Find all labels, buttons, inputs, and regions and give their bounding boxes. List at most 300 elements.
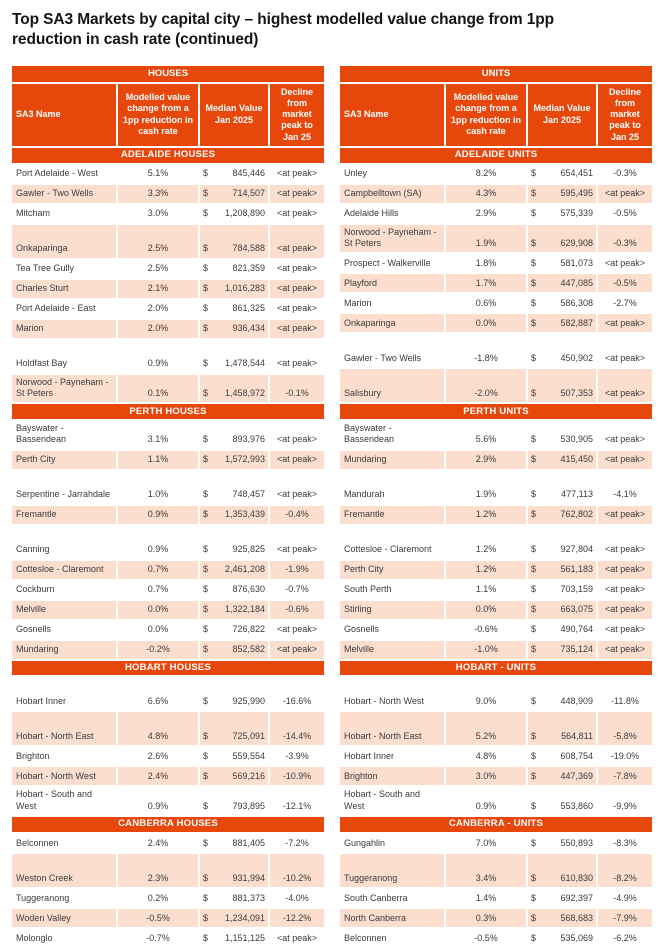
value-change-cell: 1.1% — [117, 450, 199, 470]
currency-symbol: $ — [203, 837, 209, 848]
value-change-cell: 2.5% — [117, 259, 199, 279]
table-row — [11, 711, 325, 746]
currency-symbol: $ — [531, 644, 537, 655]
decline-cell: <at peak> — [597, 560, 653, 580]
median-value-wrap — [531, 238, 593, 249]
sa3-name-cell: Melville — [339, 640, 445, 660]
sa3-name-cell: South Perth — [339, 580, 445, 600]
median-value: 477,113 — [561, 489, 593, 500]
table-row — [11, 908, 325, 928]
currency-symbol: $ — [203, 509, 209, 520]
section-header: CANBERRA - UNITS — [339, 816, 653, 833]
currency-symbol: $ — [531, 237, 537, 248]
median-value: 447,369 — [560, 771, 593, 782]
decline-cell: <at peak> — [269, 259, 325, 279]
decline-cell: -3.9% — [269, 746, 325, 766]
median-value-cell — [199, 620, 269, 640]
currency-symbol: $ — [203, 303, 209, 314]
decline-cell: -7.8% — [597, 766, 653, 786]
median-value-cell — [199, 339, 269, 374]
median-value-wrap — [203, 838, 265, 849]
median-value-wrap — [203, 454, 265, 465]
median-value-wrap — [531, 696, 593, 707]
col-header-median-value: Median Value Jan 2025 — [527, 83, 597, 147]
currency-symbol: $ — [531, 352, 537, 363]
median-value-wrap — [203, 358, 265, 369]
currency-symbol: $ — [203, 644, 209, 655]
currency-symbol: $ — [531, 564, 537, 575]
value-change-cell: 0.0% — [117, 620, 199, 640]
median-value-wrap — [203, 644, 265, 655]
currency-symbol: $ — [531, 434, 537, 445]
median-value-wrap — [531, 751, 593, 762]
table-row — [11, 259, 325, 279]
table-row — [11, 853, 325, 888]
currency-symbol: $ — [203, 454, 209, 465]
table-row — [11, 786, 325, 816]
sa3-name-cell: Mitcham — [11, 204, 117, 224]
median-value-wrap — [531, 434, 593, 445]
section-header-row — [339, 816, 653, 833]
currency-symbol: $ — [203, 892, 209, 903]
currency-symbol: $ — [531, 297, 537, 308]
table-row — [339, 833, 653, 853]
median-value-wrap — [203, 933, 265, 944]
value-change-cell: 9.0% — [445, 676, 527, 711]
median-value-cell — [527, 786, 597, 816]
section-header-row — [339, 660, 653, 677]
median-value-cell — [527, 833, 597, 853]
sa3-name-cell: Hobart - South and West — [339, 786, 445, 816]
median-value-wrap — [203, 208, 265, 219]
value-change-cell: -0.7% — [117, 928, 199, 948]
median-value-cell — [527, 273, 597, 293]
table-row — [11, 746, 325, 766]
table-row — [11, 184, 325, 204]
decline-cell: -0.5% — [597, 273, 653, 293]
median-value: 1,458,972 — [224, 387, 265, 398]
median-value-wrap — [203, 283, 265, 294]
median-value-wrap — [531, 801, 593, 812]
decline-cell: <at peak> — [597, 450, 653, 470]
median-value: 447,085 — [560, 277, 593, 288]
median-value-wrap — [203, 188, 265, 199]
table-row — [11, 640, 325, 660]
value-change-cell: 2.0% — [117, 319, 199, 339]
currency-symbol: $ — [203, 912, 209, 923]
median-value-wrap — [203, 771, 265, 782]
median-value: 535,069 — [560, 932, 593, 943]
median-value-cell — [527, 470, 597, 505]
median-value-cell — [199, 224, 269, 259]
table-row — [339, 908, 653, 928]
sa3-name-cell: Tuggeranong — [11, 888, 117, 908]
currency-symbol: $ — [203, 800, 209, 811]
currency-symbol: $ — [203, 283, 209, 294]
median-value: 762,802 — [560, 509, 593, 520]
median-value-wrap — [531, 509, 593, 520]
value-change-cell: 4.3% — [445, 184, 527, 204]
sa3-name-cell: Adelaide Hills — [339, 204, 445, 224]
median-value: 568,683 — [560, 912, 593, 923]
table-row — [339, 450, 653, 470]
table-row — [11, 580, 325, 600]
median-value-cell — [527, 711, 597, 746]
value-change-cell: 4.8% — [445, 746, 527, 766]
sa3-name-cell: South Canberra — [339, 888, 445, 908]
table-row — [339, 711, 653, 746]
median-value-wrap — [203, 873, 265, 884]
col-header-value-change: Modelled value change from a 1pp reduction in cash rate — [117, 83, 199, 147]
median-value-wrap — [531, 258, 593, 269]
median-value: 784,588 — [232, 243, 265, 254]
sa3-name-cell: Weston Creek — [11, 853, 117, 888]
sa3-name-cell: Perth City — [11, 450, 117, 470]
currency-symbol: $ — [531, 912, 537, 923]
currency-symbol: $ — [531, 489, 537, 500]
decline-cell: -4.1% — [597, 470, 653, 505]
median-value-wrap — [531, 298, 593, 309]
median-value-wrap — [203, 604, 265, 615]
value-change-cell: 0.0% — [445, 600, 527, 620]
currency-symbol: $ — [531, 208, 537, 219]
table-row — [11, 620, 325, 640]
median-value: 448,909 — [560, 696, 593, 707]
currency-symbol: $ — [531, 454, 537, 465]
median-value-cell — [527, 505, 597, 525]
value-change-cell: 2.0% — [117, 299, 199, 319]
currency-symbol: $ — [203, 932, 209, 943]
median-value-cell — [199, 600, 269, 620]
currency-symbol: $ — [531, 257, 537, 268]
decline-cell: <at peak> — [269, 928, 325, 948]
table-section — [339, 147, 653, 403]
currency-symbol: $ — [203, 243, 209, 254]
median-value-wrap — [531, 318, 593, 329]
sa3-name-cell: Marion — [11, 319, 117, 339]
median-value: 2,461,208 — [224, 564, 265, 575]
median-value: 629,908 — [560, 237, 593, 248]
median-value-wrap — [531, 873, 593, 884]
table-row — [339, 766, 653, 786]
decline-cell: <at peak> — [269, 450, 325, 470]
median-value: 1,353,439 — [224, 509, 265, 520]
median-value-wrap — [203, 509, 265, 520]
table-row — [11, 319, 325, 339]
median-value-cell — [199, 711, 269, 746]
median-value-wrap — [203, 731, 265, 742]
section-header-row — [339, 403, 653, 420]
section-header: ADELAIDE UNITS — [339, 147, 653, 164]
median-value-cell — [199, 833, 269, 853]
median-value-cell — [199, 420, 269, 450]
median-value: 610,830 — [560, 872, 593, 883]
currency-symbol: $ — [531, 317, 537, 328]
decline-cell: <at peak> — [597, 525, 653, 560]
sa3-name-cell: Hobart - South and West — [11, 786, 117, 816]
median-value-cell — [199, 164, 269, 184]
median-value: 931,994 — [232, 872, 265, 883]
table-row — [339, 293, 653, 313]
median-value: 595,495 — [560, 188, 593, 199]
table-row — [11, 279, 325, 299]
sa3-name-cell: Gungahlin — [339, 833, 445, 853]
currency-symbol: $ — [203, 771, 209, 782]
median-value-cell — [527, 676, 597, 711]
table-row — [339, 204, 653, 224]
sa3-name-cell: Hobart Inner — [11, 676, 117, 711]
median-value-cell — [527, 766, 597, 786]
col-header-sa3-name: SA3 Name — [339, 83, 445, 147]
median-value: 703,159 — [560, 584, 593, 595]
median-value: 726,822 — [232, 624, 265, 635]
median-value-wrap — [531, 489, 593, 500]
decline-cell: -4.0% — [269, 888, 325, 908]
median-value-cell — [527, 333, 597, 368]
median-value-wrap — [203, 624, 265, 635]
value-change-cell: 2.1% — [117, 279, 199, 299]
currency-symbol: $ — [203, 731, 209, 742]
decline-cell: <at peak> — [269, 299, 325, 319]
table-row — [339, 184, 653, 204]
median-value-wrap — [531, 208, 593, 219]
median-value-cell — [527, 853, 597, 888]
median-value-wrap — [203, 243, 265, 254]
sa3-name-cell: Woden Valley — [11, 908, 117, 928]
median-value-cell — [527, 224, 597, 254]
section-header: HOBART HOUSES — [11, 660, 325, 677]
median-value: 575,339 — [560, 208, 593, 219]
median-value-cell — [199, 853, 269, 888]
median-value-cell — [527, 450, 597, 470]
sa3-name-cell: Hobart - North West — [339, 676, 445, 711]
median-value-wrap — [203, 544, 265, 555]
median-value-wrap — [531, 838, 593, 849]
currency-symbol: $ — [531, 387, 537, 398]
sa3-name-cell: Onkaparinga — [11, 224, 117, 259]
currency-symbol: $ — [531, 544, 537, 555]
median-value-cell — [199, 928, 269, 948]
median-value-cell — [199, 505, 269, 525]
decline-cell: <at peak> — [597, 313, 653, 333]
section-header-row — [339, 147, 653, 164]
sa3-name-cell: Cockburn — [11, 580, 117, 600]
currency-symbol: $ — [531, 837, 537, 848]
value-change-cell: -2.0% — [445, 368, 527, 403]
table-row — [11, 928, 325, 948]
table-row — [11, 833, 325, 853]
median-value-wrap — [531, 644, 593, 655]
median-value-cell — [527, 525, 597, 560]
median-value: 936,434 — [232, 323, 265, 334]
value-change-cell: 2.9% — [445, 450, 527, 470]
median-value-wrap — [203, 263, 265, 274]
currency-symbol: $ — [203, 434, 209, 445]
median-value-cell — [527, 620, 597, 640]
currency-symbol: $ — [203, 872, 209, 883]
median-value-cell — [527, 204, 597, 224]
currency-symbol: $ — [531, 696, 537, 707]
value-change-cell: 1.0% — [117, 470, 199, 505]
decline-cell: -0.5% — [597, 204, 653, 224]
median-value-wrap — [531, 893, 593, 904]
median-value: 1,572,993 — [224, 454, 265, 465]
decline-cell: <at peak> — [597, 368, 653, 403]
median-value-wrap — [203, 564, 265, 575]
section-header-row — [11, 816, 325, 833]
page-title: Top SA3 Markets by capital city – highest modelled value change from 1pp reduction in cash rate (continued) — [12, 11, 555, 48]
table-row — [339, 313, 653, 333]
sa3-name-cell: Fremantle — [339, 505, 445, 525]
sa3-name-cell: Melville — [11, 600, 117, 620]
value-change-cell: 5.1% — [117, 164, 199, 184]
sa3-name-cell: Fremantle — [11, 505, 117, 525]
table-row — [339, 640, 653, 660]
table-row — [339, 580, 653, 600]
decline-cell: -12.1% — [269, 786, 325, 816]
decline-cell: -7.2% — [269, 833, 325, 853]
sa3-name-cell: North Canberra — [339, 908, 445, 928]
value-change-cell: 2.4% — [117, 833, 199, 853]
table-row — [11, 600, 325, 620]
section-header: PERTH HOUSES — [11, 403, 325, 420]
median-value-cell — [527, 600, 597, 620]
decline-cell: <at peak> — [597, 253, 653, 273]
currency-symbol: $ — [203, 323, 209, 334]
sa3-name-cell: Marion — [339, 293, 445, 313]
units-table — [338, 64, 654, 949]
decline-cell: -12.2% — [269, 908, 325, 928]
decline-cell: <at peak> — [597, 184, 653, 204]
sa3-name-cell: Playford — [339, 273, 445, 293]
median-value-cell — [199, 525, 269, 560]
decline-cell: -0.6% — [269, 600, 325, 620]
median-value-wrap — [531, 388, 593, 399]
median-value: 725,091 — [232, 731, 265, 742]
value-change-cell: 1.7% — [445, 273, 527, 293]
table-row — [339, 253, 653, 273]
median-value-wrap — [203, 751, 265, 762]
median-value-wrap — [203, 893, 265, 904]
sa3-name-cell: Onkaparinga — [339, 313, 445, 333]
table-row — [339, 620, 653, 640]
sa3-name-cell: Port Adelaide - East — [11, 299, 117, 319]
median-value: 569,216 — [232, 771, 265, 782]
value-change-cell: 7.0% — [445, 833, 527, 853]
decline-cell: <at peak> — [269, 184, 325, 204]
median-value-cell — [527, 313, 597, 333]
table-row — [339, 560, 653, 580]
decline-cell: <at peak> — [269, 204, 325, 224]
decline-cell: -0.3% — [597, 224, 653, 254]
decline-cell: -14.4% — [269, 711, 325, 746]
median-value-cell — [199, 746, 269, 766]
median-value-cell — [527, 368, 597, 403]
table-row — [339, 505, 653, 525]
sa3-name-cell: Bayswater - Bassendean — [11, 420, 117, 450]
median-value: 415,450 — [560, 454, 593, 465]
decline-cell: -2.7% — [597, 293, 653, 313]
median-value-wrap — [531, 168, 593, 179]
decline-cell: <at peak> — [269, 470, 325, 505]
value-change-cell: 0.0% — [445, 313, 527, 333]
sa3-name-cell: Mundaring — [11, 640, 117, 660]
table-row — [11, 470, 325, 505]
table-row — [11, 525, 325, 560]
decline-cell: <at peak> — [269, 279, 325, 299]
decline-cell: -0.4% — [269, 505, 325, 525]
median-value: 654,451 — [560, 168, 593, 179]
median-value-cell — [527, 580, 597, 600]
median-value-wrap — [531, 624, 593, 635]
sa3-name-cell: Bayswater - Bassendean — [339, 420, 445, 450]
sa3-name-cell: Unley — [339, 164, 445, 184]
median-value-wrap — [531, 454, 593, 465]
median-value-cell — [527, 928, 597, 948]
median-value: 586,308 — [560, 297, 593, 308]
median-value-cell — [199, 766, 269, 786]
currency-symbol: $ — [203, 751, 209, 762]
decline-cell: <at peak> — [597, 620, 653, 640]
sa3-name-cell: Campbelltown (SA) — [339, 184, 445, 204]
currency-symbol: $ — [203, 696, 209, 707]
section-header: HOBART - UNITS — [339, 660, 653, 677]
value-change-cell: -0.6% — [445, 620, 527, 640]
median-value-cell — [527, 888, 597, 908]
median-value: 581,073 — [560, 257, 593, 268]
value-change-cell: 0.9% — [117, 525, 199, 560]
median-value: 881,405 — [232, 837, 265, 848]
tables-container — [10, 64, 650, 949]
decline-cell: -4.9% — [597, 888, 653, 908]
table-row — [11, 505, 325, 525]
decline-cell: <at peak> — [269, 164, 325, 184]
value-change-cell: 1.4% — [445, 888, 527, 908]
median-value-cell — [199, 676, 269, 711]
median-value-wrap — [531, 604, 593, 615]
median-value: 1,208,890 — [224, 208, 265, 219]
value-change-cell: 0.3% — [445, 908, 527, 928]
value-change-cell: 2.3% — [117, 853, 199, 888]
table-row — [339, 786, 653, 816]
value-change-cell: 0.1% — [117, 374, 199, 404]
decline-cell: -0.3% — [597, 164, 653, 184]
value-change-cell: -0.2% — [117, 640, 199, 660]
median-value-cell — [527, 908, 597, 928]
median-value: 861,325 — [232, 303, 265, 314]
currency-symbol: $ — [203, 624, 209, 635]
sa3-name-cell: Gosnells — [11, 620, 117, 640]
currency-symbol: $ — [203, 489, 209, 500]
sa3-name-cell: Tuggeranong — [339, 853, 445, 888]
sa3-name-cell: Belconnen — [11, 833, 117, 853]
table-row — [11, 299, 325, 319]
value-change-cell: 3.0% — [117, 204, 199, 224]
col-header-decline: Decline from market peak to Jan 25 — [597, 83, 653, 147]
sa3-name-cell: Prospect - Walkerville — [339, 253, 445, 273]
currency-symbol: $ — [531, 872, 537, 883]
table-row — [339, 273, 653, 293]
median-value-wrap — [203, 323, 265, 334]
value-change-cell: 0.6% — [445, 293, 527, 313]
median-value: 1,016,283 — [224, 283, 265, 294]
section-header: PERTH UNITS — [339, 403, 653, 420]
currency-symbol: $ — [531, 932, 537, 943]
decline-cell: <at peak> — [597, 333, 653, 368]
median-value: 582,887 — [560, 317, 593, 328]
median-value: 553,860 — [560, 800, 593, 811]
median-value: 490,764 — [560, 624, 593, 635]
